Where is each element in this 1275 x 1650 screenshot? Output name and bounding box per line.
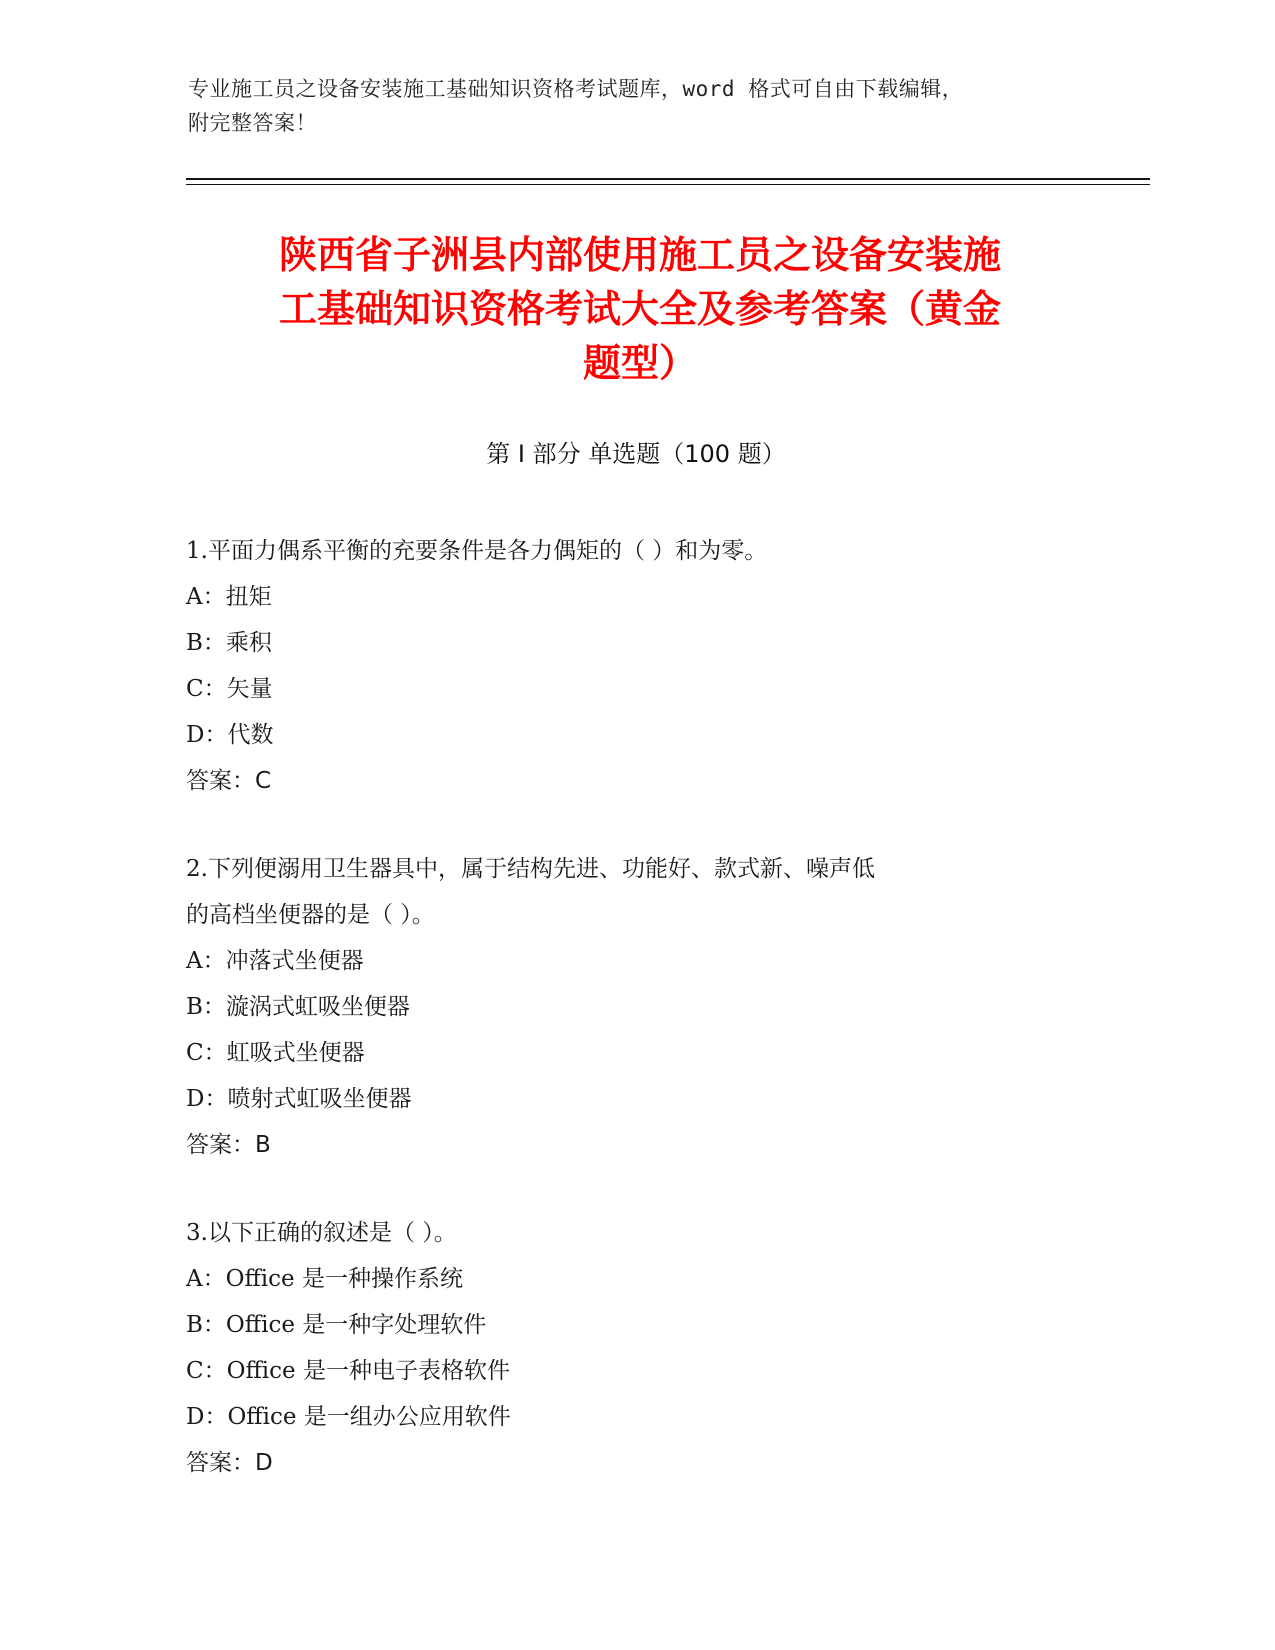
question-stem: 1.平面力偶系平衡的充要条件是各力偶矩的（ ）和为零。 [186,538,768,564]
answer: 答案：D [186,1450,273,1476]
option-c: C：虹吸式坐便器 [186,1040,365,1066]
question-3 [186,1210,1086,1486]
question-stem-line-1: 2.下列便溺用卫生器具中，属于结构先进、功能好、款式新、噪声低 [186,856,875,882]
header-divider-thin [186,184,1150,185]
document-title-line-1: 陕西省子洲县内部使用施工员之设备安装施 [278,233,1001,277]
option-d: D：喷射式虹吸坐便器 [186,1086,412,1112]
question-stem-line-2: 的高档坐便器的是（ ）。 [186,902,435,928]
header-divider-thick [186,178,1150,180]
question-1 [186,528,1086,804]
header-note-line-2: 附完整答案！ [188,111,317,135]
header-note-line-1: 专业施工员之设备安装施工基础知识资格考试题库，word 格式可自由下载编辑， [188,77,964,101]
option-d: D：代数 [186,722,274,748]
option-b: B：乘积 [186,630,272,656]
section-heading: 第 I 部分 单选题（100 题） [486,440,786,468]
option-b: B：漩涡式虹吸坐便器 [186,994,410,1020]
option-a: A：冲落式坐便器 [186,948,364,974]
option-a: A：Office 是一种操作系统 [186,1266,463,1292]
option-a: A：扭矩 [186,584,272,610]
option-d: D：Office 是一组办公应用软件 [186,1404,511,1430]
option-c: C：Office 是一种电子表格软件 [186,1358,510,1384]
question-stem: 3.以下正确的叙述是（ ）。 [186,1220,457,1246]
option-c: C：矢量 [186,676,273,702]
document-title-line-2: 工基础知识资格考试大全及参考答案（黄金 [278,287,1001,331]
header-note [188,72,1068,140]
option-b: B：Office 是一种字处理软件 [186,1312,487,1338]
answer: 答案：C [186,768,272,794]
answer: 答案：B [186,1132,271,1158]
document-title-line-3: 题型） [582,341,697,385]
question-2 [186,846,1086,1168]
document-title [180,228,1100,390]
